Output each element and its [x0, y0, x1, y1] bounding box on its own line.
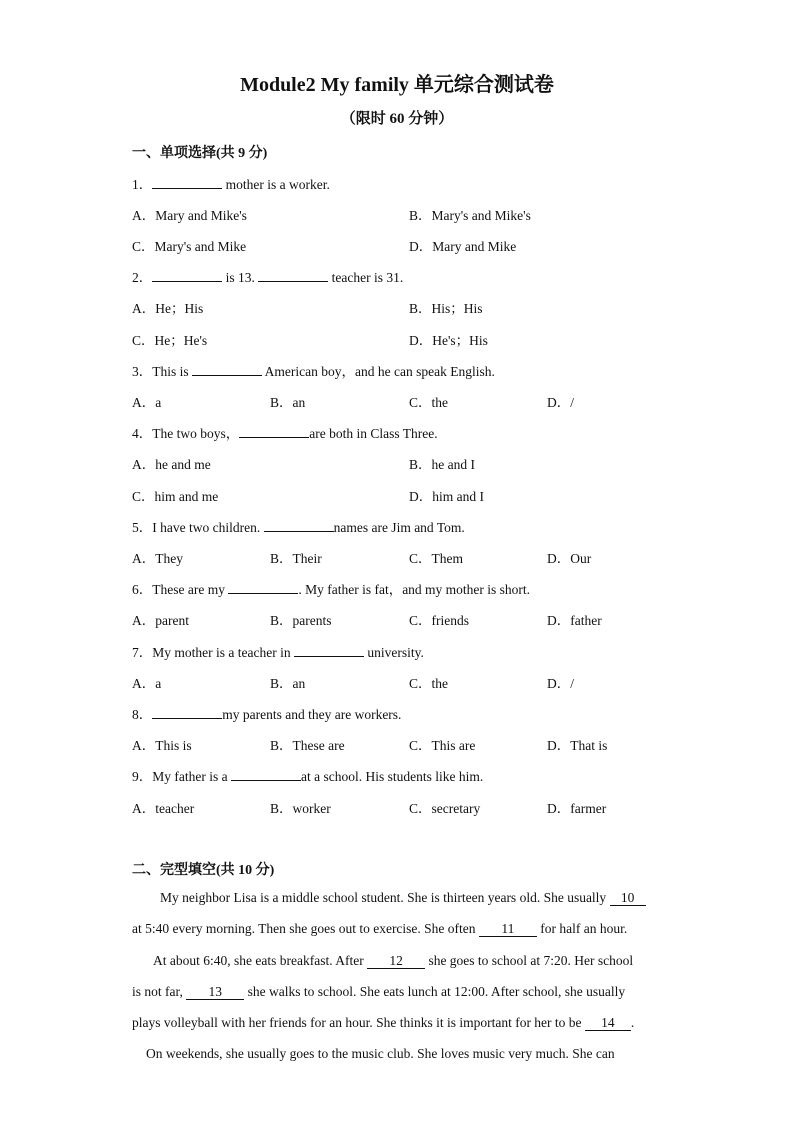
option-b: B．an — [270, 395, 306, 410]
option-c: C．Them — [409, 551, 463, 566]
question-8: 8． my parents and they are workers. — [132, 703, 401, 723]
option-c: C．the — [409, 395, 448, 410]
option-d: D．farmer — [547, 801, 607, 816]
option-a: A．a — [132, 395, 162, 410]
answer-blank — [152, 704, 222, 719]
page-title: Module2 My family 单元综合测试卷 — [240, 74, 554, 96]
answer-blank — [258, 267, 328, 282]
option-d: D．That is — [547, 738, 608, 753]
option-c: C．This are — [409, 738, 476, 753]
option-b: B．Their — [270, 551, 322, 566]
question-1: 1． mother is a worker. — [132, 173, 330, 193]
option-b: B．His；His — [409, 301, 483, 316]
cloze-blank-12: 12 — [367, 953, 425, 969]
answer-blank — [152, 174, 222, 189]
passage-line-2: at 5:40 every morning. Then she goes out to exercise. She often 11 for half an hour. — [132, 921, 628, 936]
option-d: D．Mary and Mike — [409, 239, 517, 254]
option-c: C．him and me — [132, 489, 219, 504]
question-6: 6．These are my . My father is fat，and my mother is short. — [132, 578, 530, 598]
cloze-blank-13: 13 — [186, 984, 244, 1000]
passage-line-6: On weekends, she usually goes to the music club. She loves music very much. She can — [146, 1046, 615, 1061]
option-d: D．him and I — [409, 489, 484, 504]
option-d: D．father — [547, 613, 602, 628]
option-b: B．parents — [270, 613, 332, 628]
option-c: C．the — [409, 676, 448, 691]
question-2: 2． is 13. teacher is 31. — [132, 266, 403, 286]
section-heading-choice: 一、单项选择(共 9 分) — [132, 146, 268, 161]
time-limit: （限时 60 分钟） — [340, 111, 454, 127]
passage-line-1: My neighbor Lisa is a middle school student. She is thirteen years old. She usually 10 — [160, 890, 646, 906]
option-b: B．These are — [270, 738, 345, 753]
passage-line-3: At about 6:40, she eats breakfast. After 12 she goes to school at 7:20. Her school — [153, 953, 634, 968]
option-a: A．a — [132, 676, 162, 691]
cloze-blank-11: 11 — [479, 921, 537, 937]
option-c: C．He；He's — [132, 333, 208, 348]
answer-blank — [152, 267, 222, 282]
section-heading-cloze: 二、完型填空(共 10 分) — [132, 863, 275, 878]
answer-blank — [231, 766, 301, 781]
question-9: 9．My father is a at a school. His students like him. — [132, 765, 483, 785]
option-b: B．he and I — [409, 457, 475, 472]
option-d: D．/ — [547, 395, 574, 410]
question-7: 7．My mother is a teacher in university. — [132, 641, 424, 661]
option-d: D．He's；His — [409, 333, 488, 348]
question-5: 5．I have two children. names are Jim and Tom. — [132, 516, 465, 536]
option-a: A．He；His — [132, 301, 204, 316]
option-a: A．parent — [132, 613, 189, 628]
question-4: 4．The two boys， are both in Class Three. — [132, 422, 438, 442]
cloze-blank-14: 14 — [585, 1015, 631, 1031]
answer-blank — [264, 517, 334, 532]
answer-blank — [228, 579, 298, 594]
option-b: B．an — [270, 676, 306, 691]
option-c: C．Mary's and Mike — [132, 239, 247, 254]
option-b: B．Mary's and Mike's — [409, 208, 531, 223]
option-a: A．They — [132, 551, 183, 566]
option-c: C．secretary — [409, 801, 481, 816]
option-a: A．teacher — [132, 801, 195, 816]
question-3: 3．This is American boy，and he can speak English. — [132, 360, 495, 380]
answer-blank — [239, 423, 309, 438]
option-d: D．/ — [547, 676, 574, 691]
passage-line-4: is not far, 13 she walks to school. She eats lunch at 12:00. After school, she usually — [132, 984, 626, 999]
option-d: D．Our — [547, 551, 592, 566]
option-c: C．friends — [409, 613, 469, 628]
answer-blank — [192, 361, 262, 376]
option-a: A．This is — [132, 738, 192, 753]
passage-line-5: plays volleyball with her friends for an hour. She thinks it is important for her to be 14 . — [132, 1015, 635, 1030]
option-a: A．he and me — [132, 457, 211, 472]
option-b: B．worker — [270, 801, 331, 816]
answer-blank — [294, 642, 364, 657]
cloze-blank-10: 10 — [610, 890, 646, 906]
option-a: A．Mary and Mike's — [132, 208, 247, 223]
